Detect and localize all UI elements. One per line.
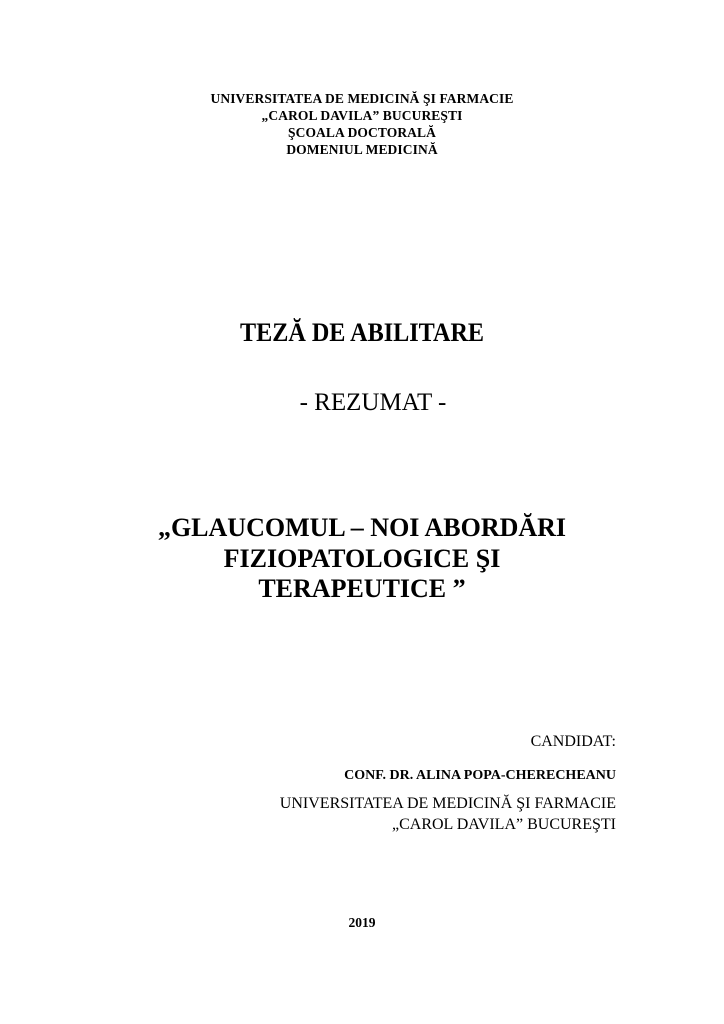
- doctoral-school: ŞCOALA DOCTORALĂ: [287, 125, 436, 140]
- document-year: 2019: [348, 915, 376, 930]
- document-subtitle: [0, 388, 724, 418]
- institution-header: [0, 90, 724, 158]
- candidate-affiliation-line-2: „CAROL DAVILA” BUCUREŞTI: [392, 816, 616, 833]
- thesis-title-line-3: TERAPEUTICE ”: [258, 574, 466, 603]
- thesis-title-line-2: FIZIOPATOLOGICE ŞI: [223, 543, 501, 573]
- thesis-title-line-1: „GLAUCOMUL – NOI ABORDĂRI: [157, 513, 567, 542]
- candidate-affiliation-line-1: UNIVERSITATEA DE MEDICINĂ ŞI FARMACIE: [279, 795, 616, 812]
- thesis-title: [0, 513, 724, 605]
- university-name: UNIVERSITATEA DE MEDICINĂ ŞI FARMACIE: [210, 91, 514, 106]
- candidate-affiliation: [280, 793, 616, 835]
- candidate-label: CANDIDAT:: [530, 733, 616, 750]
- university-subname: „CAROL DAVILA” BUCUREŞTI: [261, 108, 463, 123]
- domain-field: DOMENIUL MEDICINĂ: [286, 142, 438, 157]
- candidate-name: CONF. DR. ALINA POPA-CHERECHEANU: [344, 768, 616, 783]
- subtitle-text: - REZUMAT -: [299, 389, 447, 416]
- document-type-title: TEZĂ DE ABILITARE: [239, 318, 485, 347]
